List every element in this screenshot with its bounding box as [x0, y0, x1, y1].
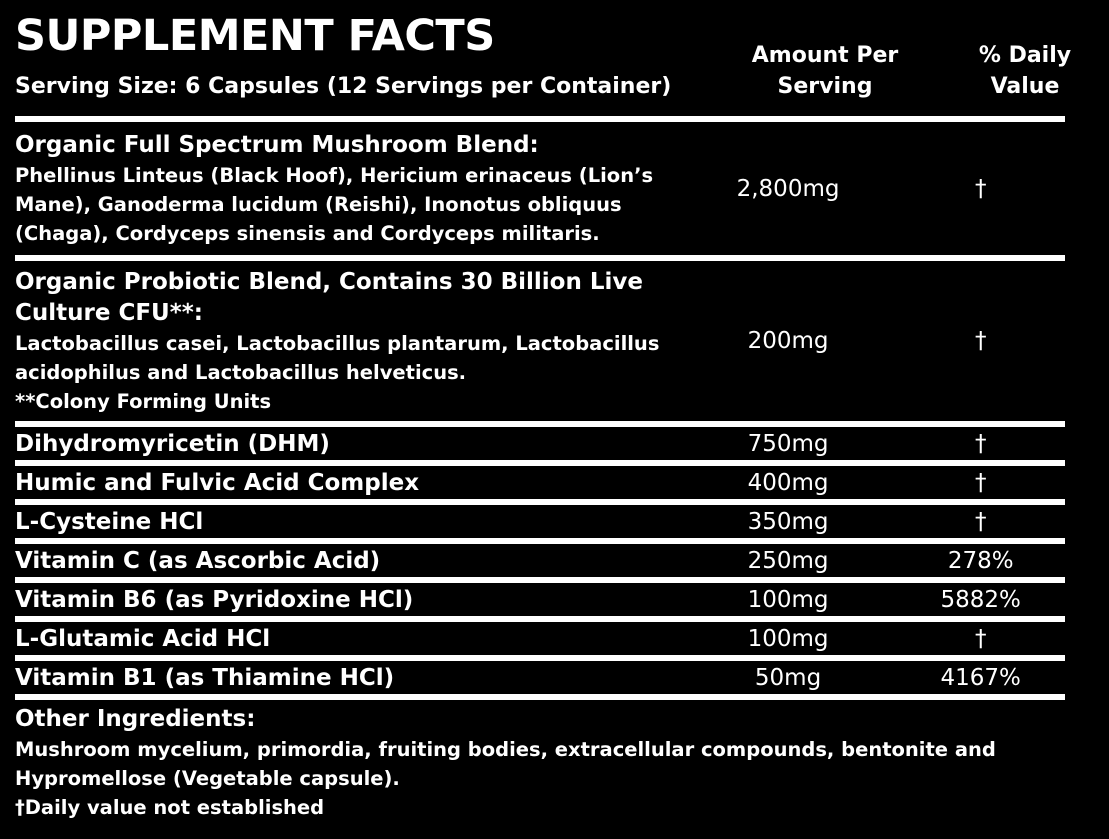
nutrient-name	[15, 130, 680, 248]
nutrient-row	[15, 427, 1065, 460]
nutrient-amount: 250mg	[747, 547, 829, 574]
nutrient-row	[15, 505, 1065, 538]
nutrient-name: Humic and Fulvic Acid Complex	[15, 469, 420, 496]
nutrient-amount: 750mg	[747, 430, 829, 457]
blend-ingredients-line: Lactobacillus casei, Lactobacillus plantarum, Lactobacillus	[15, 331, 660, 355]
nutrient-row	[15, 622, 1065, 655]
label-header	[15, 0, 1072, 116]
blend-ingredients-line: (Chaga), Cordyceps sinensis and Cordyceps militaris.	[15, 221, 600, 245]
nutrient-daily-value: †	[974, 508, 987, 535]
blend-ingredients-line: Mane), Ganoderma lucidum (Reishi), Inonotus obliquus	[15, 192, 622, 216]
dv-header-line1: % Daily	[978, 43, 1072, 68]
dv-header-line2: Value	[990, 74, 1060, 99]
amount-header-line2: Serving	[777, 74, 873, 99]
blend-title: Culture CFU**:	[15, 299, 203, 326]
blend-ingredients-line: acidophilus and Lactobacillus helveticus.	[15, 360, 467, 384]
nutrient-amount: 100mg	[747, 586, 829, 613]
nutrient-daily-value: 278%	[947, 547, 1014, 574]
nutrient-row	[15, 661, 1065, 694]
nutrient-daily-value: †	[974, 430, 987, 457]
nutrient-row-mushroom-blend	[15, 122, 1065, 255]
nutrient-name: L-Cysteine HCl	[15, 508, 204, 535]
other-ingredients-heading: Other Ingredients:	[15, 706, 256, 732]
blend-title: Organic Full Spectrum Mushroom Blend:	[15, 131, 539, 158]
nutrient-daily-value: 4167%	[940, 664, 1021, 691]
nutrient-row-probiotic-blend	[15, 261, 1065, 421]
nutrient-name	[15, 267, 680, 416]
nutrient-amount: 100mg	[747, 625, 829, 652]
nutrient-amount: 50mg	[754, 664, 822, 691]
nutrient-daily-value: †	[974, 328, 987, 354]
nutrient-row	[15, 583, 1065, 616]
other-ingredients-line: Mushroom mycelium, primordia, fruiting bodies, extracellular compounds, bentonite and	[15, 738, 996, 761]
nutrient-row	[15, 466, 1065, 499]
nutrient-name: Dihydromyricetin (DHM)	[15, 430, 330, 457]
blend-footnote: **Colony Forming Units	[15, 389, 272, 413]
nutrient-amount: 350mg	[747, 508, 829, 535]
serving-size: Serving Size: 6 Capsules (12 Servings per Container)	[15, 74, 672, 99]
other-ingredients-line: Hypromellose (Vegetable capsule).	[15, 767, 400, 790]
nutrient-name: L-Glutamic Acid HCl	[15, 625, 271, 652]
nutrient-daily-value: †	[974, 625, 987, 652]
nutrient-name: Vitamin B1 (as Thiamine HCl)	[15, 664, 395, 691]
nutrient-daily-value: 5882%	[940, 586, 1021, 613]
daily-value-footnote: †Daily value not established	[15, 796, 325, 819]
amount-header-line1: Amount Per	[751, 43, 899, 68]
other-ingredients	[15, 700, 1065, 822]
nutrient-row	[15, 544, 1065, 577]
nutrient-amount: 200mg	[747, 328, 829, 354]
nutrient-daily-value: †	[974, 469, 987, 496]
amount-column-header	[720, 40, 930, 102]
nutrient-amount: 2,800mg	[736, 175, 840, 202]
nutrient-daily-value: †	[974, 175, 987, 202]
blend-title: Organic Probiotic Blend, Contains 30 Billion Live	[15, 268, 643, 295]
blend-ingredients-line: Phellinus Linteus (Black Hoof), Hericium erinaceus (Lion’s	[15, 163, 654, 187]
nutrient-name: Vitamin B6 (as Pyridoxine HCl)	[15, 586, 414, 613]
nutrient-name: Vitamin C (as Ascorbic Acid)	[15, 547, 381, 574]
daily-value-column-header	[930, 40, 1109, 102]
nutrient-amount: 400mg	[747, 469, 829, 496]
label-title: SUPPLEMENT FACTS	[15, 11, 495, 61]
